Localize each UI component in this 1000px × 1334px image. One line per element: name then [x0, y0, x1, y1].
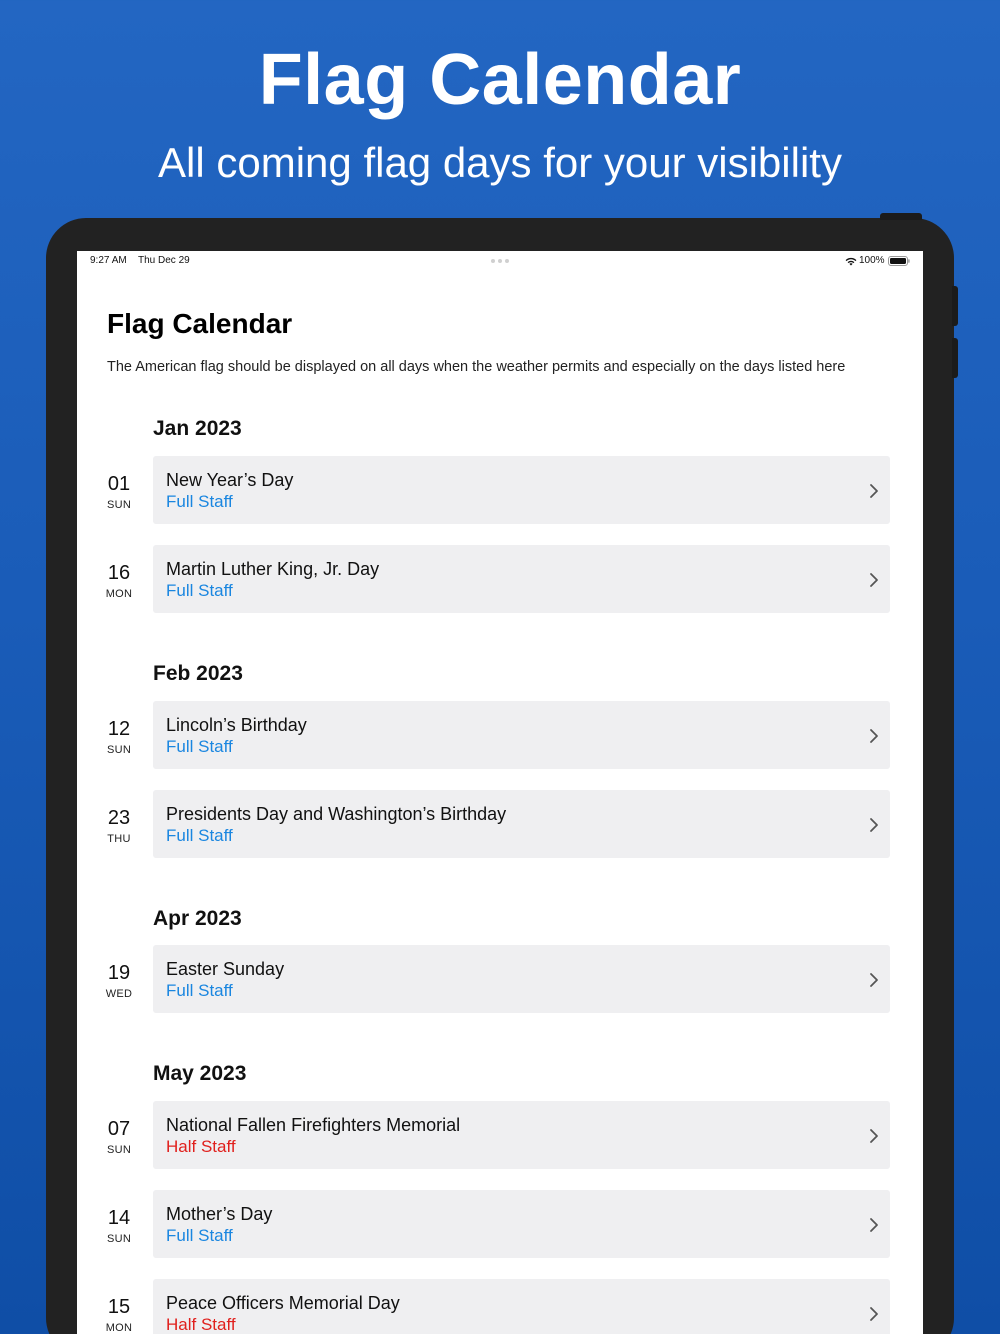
month-header: Jan 2023 — [153, 417, 242, 440]
event-day-number: 14 — [107, 1207, 131, 1229]
event-day-of-week: MON — [105, 588, 133, 600]
event-staff-status: Full Staff — [166, 492, 233, 511]
multitask-dot — [498, 259, 502, 263]
event-day-number: 12 — [107, 718, 131, 740]
event-name: Lincoln’s Birthday — [166, 715, 307, 735]
event-card-mlk-day[interactable] — [153, 545, 890, 613]
chevron-right-icon — [869, 1217, 879, 1233]
event-date — [95, 1117, 143, 1157]
chevron-right-icon — [869, 1306, 879, 1322]
event-day-number: 15 — [107, 1296, 131, 1318]
status-date: Thu Dec 29 — [138, 255, 190, 266]
event-name: Easter Sunday — [166, 959, 285, 979]
event-staff-status: Full Staff — [166, 737, 233, 756]
page-title: Flag Calendar — [107, 308, 293, 339]
event-day-of-week: SUN — [106, 1233, 132, 1245]
chevron-right-icon — [869, 817, 879, 833]
event-day-of-week: SUN — [106, 499, 132, 511]
event-card-easter-sunday[interactable] — [153, 945, 890, 1013]
event-staff-status: Half Staff — [166, 1137, 236, 1156]
event-day-number: 07 — [107, 1118, 131, 1140]
multitask-dot — [505, 259, 509, 263]
chevron-right-icon — [869, 483, 879, 499]
event-date — [95, 961, 143, 1001]
event-date — [95, 806, 143, 846]
event-day-of-week: SUN — [106, 1144, 132, 1156]
chevron-right-icon — [869, 1128, 879, 1144]
promo-subtitle: All coming flag days for your visibility — [158, 139, 842, 186]
status-time: 9:27 AM — [90, 255, 127, 266]
event-card-lincolns-birthday[interactable] — [153, 701, 890, 769]
event-date — [95, 561, 143, 601]
device-volume-up-button — [952, 286, 958, 326]
wifi-icon — [844, 256, 858, 266]
event-name: New Year’s Day — [166, 470, 294, 490]
event-day-number: 01 — [107, 473, 131, 495]
promo-title: Flag Calendar — [258, 40, 742, 120]
event-day-number: 16 — [107, 562, 131, 584]
event-name: Presidents Day and Washington’s Birthday — [166, 804, 507, 824]
event-day-of-week: WED — [105, 988, 133, 1000]
event-staff-status: Full Staff — [166, 581, 233, 600]
event-name: Martin Luther King, Jr. Day — [166, 559, 380, 579]
month-header: May 2023 — [153, 1062, 247, 1085]
event-date — [95, 1206, 143, 1246]
event-day-number: 23 — [107, 807, 131, 829]
device-top-button — [880, 213, 922, 220]
event-staff-status: Full Staff — [166, 1226, 233, 1245]
event-day-number: 19 — [107, 962, 131, 984]
event-date — [95, 472, 143, 512]
event-staff-status: Full Staff — [166, 981, 233, 1000]
event-card-firefighters-memorial[interactable] — [153, 1101, 890, 1169]
page-description: The American flag should be displayed on all days when the weather permits and especially on the days listed here — [107, 359, 846, 375]
event-date — [95, 717, 143, 757]
battery-percentage: 100% — [859, 255, 885, 266]
event-name: National Fallen Firefighters Memorial — [166, 1115, 461, 1135]
event-name: Peace Officers Memorial Day — [166, 1293, 400, 1313]
event-staff-status: Full Staff — [166, 826, 233, 845]
chevron-right-icon — [869, 572, 879, 588]
event-date — [95, 1295, 143, 1334]
month-header: Feb 2023 — [153, 662, 243, 685]
event-day-of-week: MON — [105, 1322, 133, 1334]
chevron-right-icon — [869, 728, 879, 744]
month-header: Apr 2023 — [153, 907, 242, 930]
app-screen — [77, 251, 923, 1334]
chevron-right-icon — [869, 972, 879, 988]
event-card-mothers-day[interactable] — [153, 1190, 890, 1258]
device-volume-down-button — [952, 338, 958, 378]
event-card-peace-officers-memorial[interactable] — [153, 1279, 890, 1334]
event-day-of-week: THU — [107, 833, 131, 845]
event-day-of-week: SUN — [106, 744, 132, 756]
status-bar — [77, 251, 923, 271]
event-staff-status: Half Staff — [166, 1315, 236, 1334]
event-name: Mother’s Day — [166, 1204, 273, 1224]
event-card-new-years-day[interactable] — [153, 456, 890, 524]
multitasking-indicator[interactable] — [491, 259, 509, 263]
battery-icon — [888, 256, 910, 266]
multitask-dot — [491, 259, 495, 263]
event-card-presidents-day[interactable] — [153, 790, 890, 858]
